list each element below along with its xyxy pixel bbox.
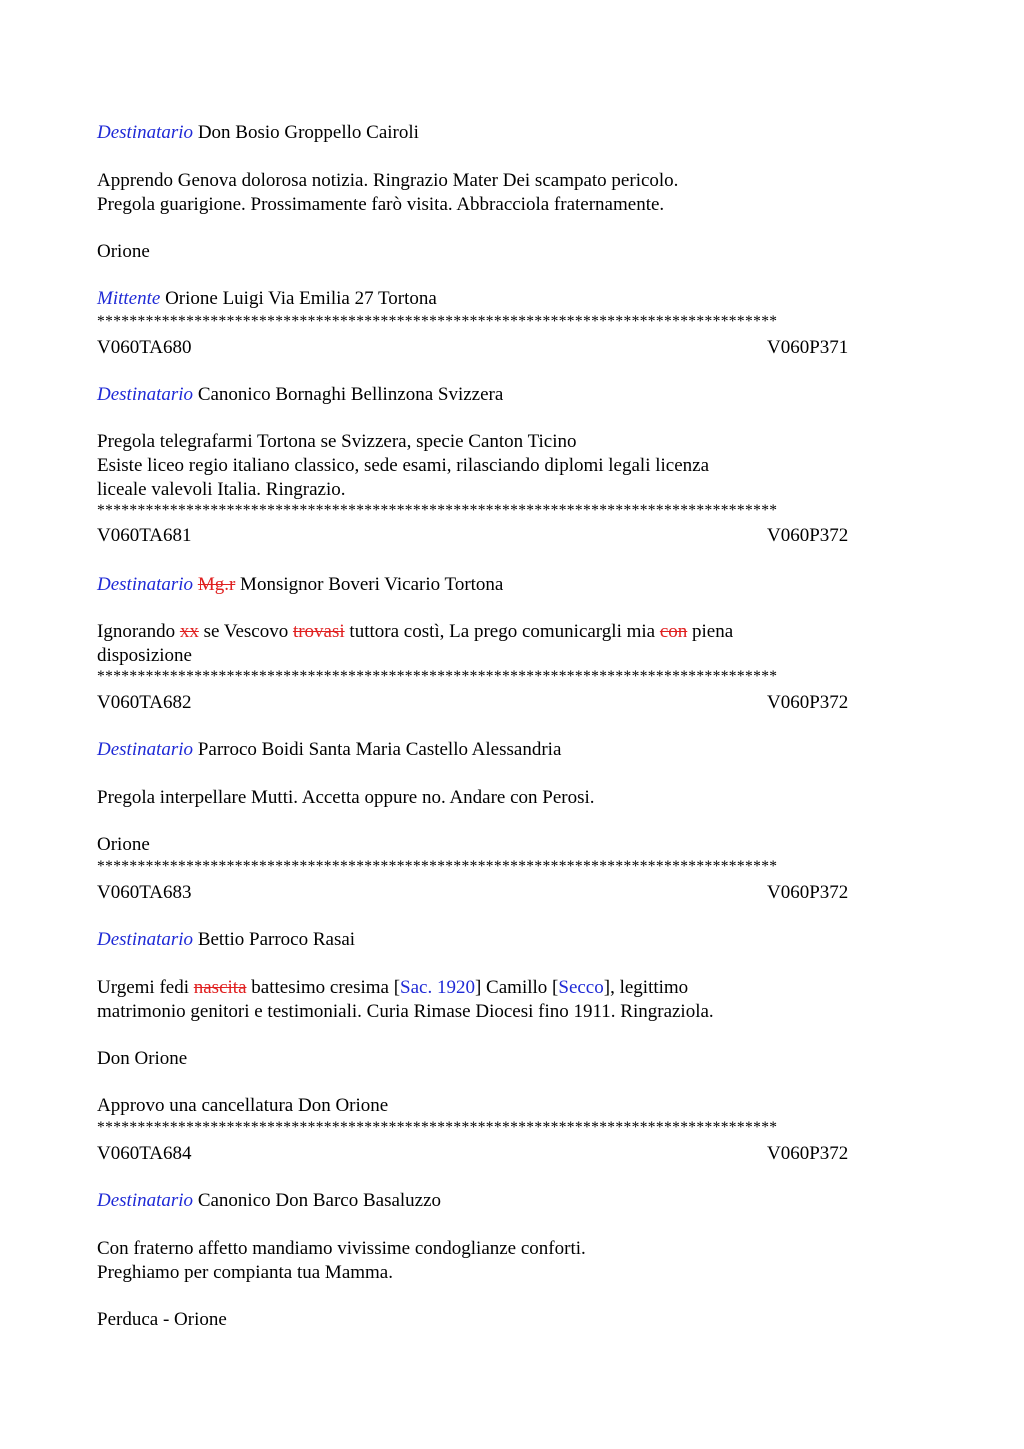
editorial-note: Sac. 1920 bbox=[400, 977, 475, 998]
recipient-label: Destinatario bbox=[97, 122, 194, 143]
separator: ************************************************************************************ bbox=[97, 314, 778, 330]
page-code: V060P371 bbox=[767, 337, 849, 358]
document-code: V060TA680 bbox=[97, 337, 192, 358]
recipient-value: Canonico Don Barco Basaluzzo bbox=[197, 1190, 442, 1211]
document-code: V060TA683 bbox=[97, 882, 192, 903]
message-line: Pregola telegrafarmi Tortona se Svizzera, specie Canton Ticino bbox=[97, 431, 577, 452]
recipient-line bbox=[97, 121, 419, 145]
message-line bbox=[97, 620, 733, 644]
recipient-label: Destinatario bbox=[97, 1190, 194, 1211]
page-code: V060P372 bbox=[767, 1143, 849, 1164]
message-text: ], legittimo bbox=[603, 977, 689, 998]
recipient-value: Don Bosio Groppello Cairoli bbox=[197, 122, 419, 143]
message-line: Apprendo Genova dolorosa notizia. Ringrazio Mater Dei scampato pericolo. bbox=[97, 170, 679, 191]
document-code: V060TA682 bbox=[97, 692, 192, 713]
separator: ************************************************************************************ bbox=[97, 1120, 778, 1136]
message-line: liceale valevoli Italia. Ringrazio. bbox=[97, 479, 346, 500]
message-text: se Vescovo bbox=[203, 621, 289, 642]
document-code: V060TA681 bbox=[97, 525, 192, 546]
editorial-note: Secco bbox=[558, 977, 604, 998]
recipient-value: Monsignor Boveri Vicario Tortona bbox=[240, 574, 504, 595]
page-code: V060P372 bbox=[767, 692, 849, 713]
message-line: matrimonio genitori e testimoniali. Curia Rimase Diocesi fino 1911. Ringraziola. bbox=[97, 1001, 714, 1022]
message-text: Ignorando bbox=[97, 621, 176, 642]
message-line: Pregola interpellare Mutti. Accetta oppure no. Andare con Perosi. bbox=[97, 787, 595, 808]
message-line: Con fraterno affetto mandiamo vivissime condoglianze conforti. bbox=[97, 1238, 586, 1259]
document-code: V060TA684 bbox=[97, 1143, 192, 1164]
deleted-text: nascita bbox=[193, 977, 247, 998]
message-line: Pregola guarigione. Prossimamente farò visita. Abbracciola fraternamente. bbox=[97, 194, 665, 215]
deleted-text: con bbox=[659, 621, 688, 642]
message-line bbox=[97, 976, 688, 1000]
sender-label: Mittente bbox=[97, 288, 161, 309]
recipient-value: Bettio Parroco Rasai bbox=[197, 929, 356, 950]
sender-value: Orione Luigi Via Emilia 27 Tortona bbox=[165, 288, 437, 309]
deleted-text: Mg.r bbox=[197, 574, 236, 595]
recipient-label: Destinatario bbox=[97, 384, 194, 405]
message-line: disposizione bbox=[97, 645, 192, 666]
recipient-line bbox=[97, 928, 355, 952]
separator: ************************************************************************************ bbox=[97, 503, 778, 519]
sender-line bbox=[97, 287, 437, 311]
message-text: ] Camillo [ bbox=[474, 977, 559, 998]
recipient-value: Canonico Bornaghi Bellinzona Svizzera bbox=[197, 384, 504, 405]
message-text: battesimo cresima [ bbox=[251, 977, 401, 998]
recipient-line bbox=[97, 573, 503, 597]
recipient-line bbox=[97, 383, 503, 407]
message-line: Esiste liceo regio italiano classico, sede esami, rilasciando diplomi legali licenza bbox=[97, 455, 710, 476]
message-text: Urgemi fedi bbox=[97, 977, 189, 998]
recipient-label: Destinatario bbox=[97, 929, 194, 950]
recipient-label: Destinatario bbox=[97, 574, 194, 595]
deleted-text: trovasi bbox=[292, 621, 345, 642]
message-text: tuttora costì, La prego comunicargli mia bbox=[349, 621, 656, 642]
deleted-text: xx bbox=[179, 621, 199, 642]
message-line: Preghiamo per compianta tua Mamma. bbox=[97, 1262, 393, 1283]
approval-note: Approvo una cancellatura Don Orione bbox=[97, 1095, 389, 1116]
message-text: piena bbox=[692, 621, 734, 642]
recipient-line bbox=[97, 1189, 441, 1213]
signature: Don Orione bbox=[97, 1048, 188, 1069]
page-code: V060P372 bbox=[767, 525, 849, 546]
page-code: V060P372 bbox=[767, 882, 849, 903]
separator: ************************************************************************************ bbox=[97, 669, 778, 685]
signature: Orione bbox=[97, 241, 150, 262]
signature: Orione bbox=[97, 834, 150, 855]
separator: ************************************************************************************ bbox=[97, 859, 778, 875]
recipient-line bbox=[97, 738, 561, 762]
signature: Perduca - Orione bbox=[97, 1309, 227, 1330]
recipient-value: Parroco Boidi Santa Maria Castello Alessandria bbox=[197, 739, 562, 760]
recipient-label: Destinatario bbox=[97, 739, 194, 760]
